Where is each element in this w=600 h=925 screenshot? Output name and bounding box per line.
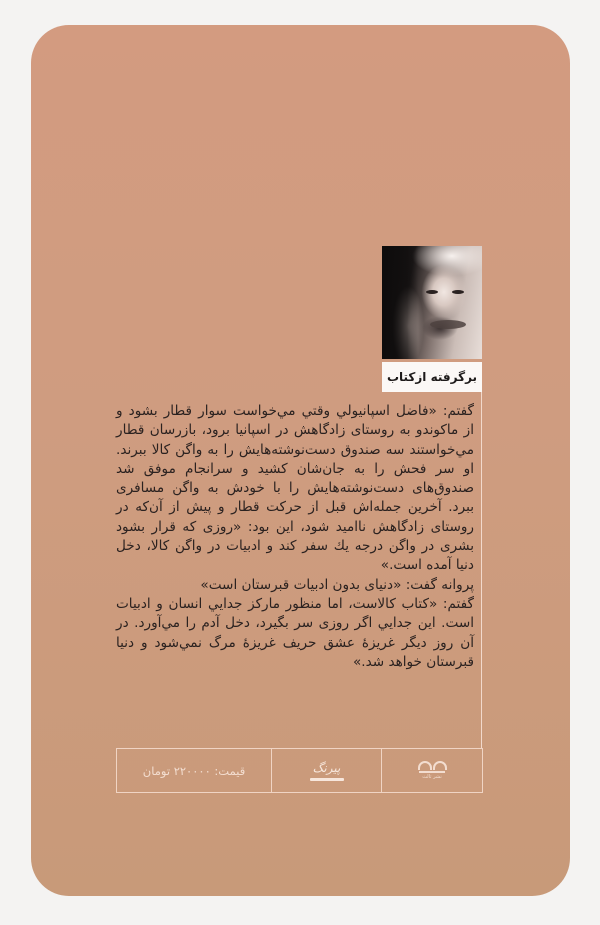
photo-shadow xyxy=(382,246,418,359)
photo-eye-left xyxy=(426,290,438,294)
author-photo xyxy=(382,246,482,359)
publisher-logo xyxy=(382,749,482,792)
vertical-divider-line xyxy=(481,392,482,748)
excerpt-paragraph-1: گفتم: «فاضل اسپانیولي وقتي مي‌خواست سوار قطار بشود و از ماکوندو به روستای زادگاهش در اسپانیا برود، بازرسان قطار مي‌خواستند سه صندوق دست‌نوشته‌هایش را به واگن کالا ببرند. او سر فحش را به جان‌شان کشید و سرانجام موفق شد صندوق‌های دست‌نوشته‌هایش را با خودش به واگن مسافری ببرد. آخرین جمله‌اش قبل از حرکت قطار و پیش از آن‌که در روستای زادگاهش ناامید شود، این بود: «روزی که قرار بشود بشری در واگن درجه یك سفر کند و ادبیات در واگن کالا، دخل دنیا آمده است.» xyxy=(116,403,474,574)
excerpt-paragraph-3: گفتم: «کتاب کالاست، اما منظور مارکز جدایي انسان و ادبیات است. این جدایي اگر روزی سر بگیرد، دخل آدم را مي‌آورد. در آن روز دیگر غریزهٔ عشق حریف غریزهٔ مرگ نمي‌شود و دنیا قبرستان خواهد شد.» xyxy=(116,595,474,670)
excerpt-label: برگرفته ازکتاب xyxy=(382,362,482,392)
price-label: قیمت: ۲۲۰۰۰۰ تومان xyxy=(117,749,272,792)
imprint-logo xyxy=(272,749,382,792)
imprint-logo-underline-icon xyxy=(310,778,344,781)
photo-mustache xyxy=(430,320,466,329)
excerpt-paragraph-2: پروانه گفت: «دنیای بدون ادبیات قبرستان است» xyxy=(200,576,474,593)
publisher-logo-caption: نشر ثالث xyxy=(422,774,442,780)
publisher-logo-icon xyxy=(418,761,447,770)
excerpt-text xyxy=(116,402,474,672)
publisher-bar xyxy=(116,748,483,793)
photo-eye-right xyxy=(452,290,464,294)
imprint-logo-text: پیرنگ xyxy=(312,760,341,775)
